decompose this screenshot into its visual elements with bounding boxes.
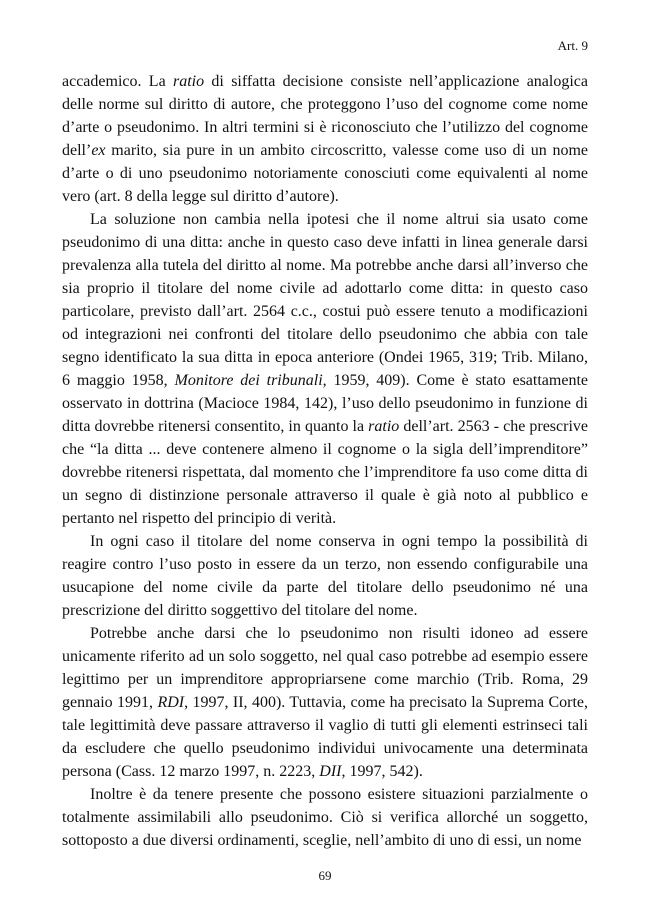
italic-text: ratio <box>368 418 400 435</box>
text-run: Potrebbe anche darsi che lo pseudonimo non risulti idoneo ad essere unicamente riferito ad un solo soggetto, nel qual caso potrebbe ad esempio essere legittimo per un imprenditore appropriarsene come marchio (Trib. Roma, 29 gennaio 1991, <box>62 625 588 711</box>
paragraph <box>62 622 588 783</box>
text-run: marito, sia pure in un ambito circoscritto, valesse come uso di un nome d’arte o di uno pseudonimo notoriamente conosciuti come equivalenti al nome vero (art. 8 della legge sul diritto d’autore). <box>62 142 588 205</box>
paragraph <box>62 783 588 852</box>
text-run: , 1959, 409). Come è stato esattamente osservato in dottrina (Macioce 1984, 142), l’uso dello pseudonimo in funzione di ditta dovrebbe ritenersi consentito, in quanto la <box>62 372 588 435</box>
text-run: La soluzione non cambia nella ipotesi che il nome altrui sia usato come pseudonimo di una ditta: anche in questo caso deve infatti in linea generale darsi prevalenza alla tutela del diritto al nome. Ma potrebbe anche darsi all’inverso che sia proprio il titolare del nome civile ad adottarlo come ditta: in questo caso particolare, previsto dall’art. 2564 c.c., costui può essere tenuto a modificazioni od integrazioni nei confronti del titolare dello pseudonimo che abbia con tale segno identificato la sua ditta in epoca anteriore (Ondei 1965, 319; Trib. Milano, 6 maggio 1958, <box>62 211 588 389</box>
text-run: , 1997, 542). <box>341 763 423 780</box>
paragraph <box>62 208 588 530</box>
paragraph <box>62 70 588 208</box>
text-run: accademico. La <box>62 73 173 90</box>
body-text <box>62 70 588 852</box>
text-run: In ogni caso il titolare del nome conserva in ogni tempo la possibilità di reagire contro l’uso posto in essere da un terzo, non essendo configurabile una usucapione del nome civile da parte del titolare dello pseudonimo né una prescrizione del diritto soggettivo del titolare del nome. <box>62 533 588 619</box>
text-run: dell’art. 2563 - che prescrive che “la ditta ... deve contenere almeno il cognome o la sigla dell’imprenditore” dovrebbe ritenersi rispettata, dal momento che l’imprenditore fa uso come ditta di un segno di distinzione personale attraverso il quale è già noto al pubblico e pertanto nel rispetto del principio di verità. <box>62 418 588 527</box>
italic-text: RDI <box>157 694 185 711</box>
page-number: 69 <box>318 868 332 883</box>
text-run: Inoltre è da tenere presente che possono esistere situazioni parzialmente o totalmente assimilabili allo pseudonimo. Ciò si verifica allorché un soggetto, sottoposto a due diversi ordinamenti, sceglie, nell’ambito di uno di essi, un nome <box>62 786 588 849</box>
italic-text: DII <box>319 763 342 780</box>
italic-text: ex <box>91 142 106 159</box>
paragraph <box>62 530 588 622</box>
running-header: Art. 9 <box>557 38 588 53</box>
text-run: , 1997, II, 400). Tuttavia, come ha precisato la Suprema Corte, tale legittimità deve passare attraverso il vaglio di tutti gli elementi estrinseci tali da escludere che quello pseudonimo individui univocamente una determinata persona (Cass. 12 marzo 1997, n. 2223, <box>62 694 588 780</box>
italic-text: Monitore dei tribunali <box>174 372 323 389</box>
italic-text: ratio <box>173 73 205 90</box>
text-run: di siffatta decisione consiste nell’applicazione analogica delle norme sul diritto di autore, che proteggono l’uso del cognome come nome d’arte o pseudonimo. In altri termini si è riconosciuto che l’utilizzo del cognome dell’ <box>62 73 588 159</box>
